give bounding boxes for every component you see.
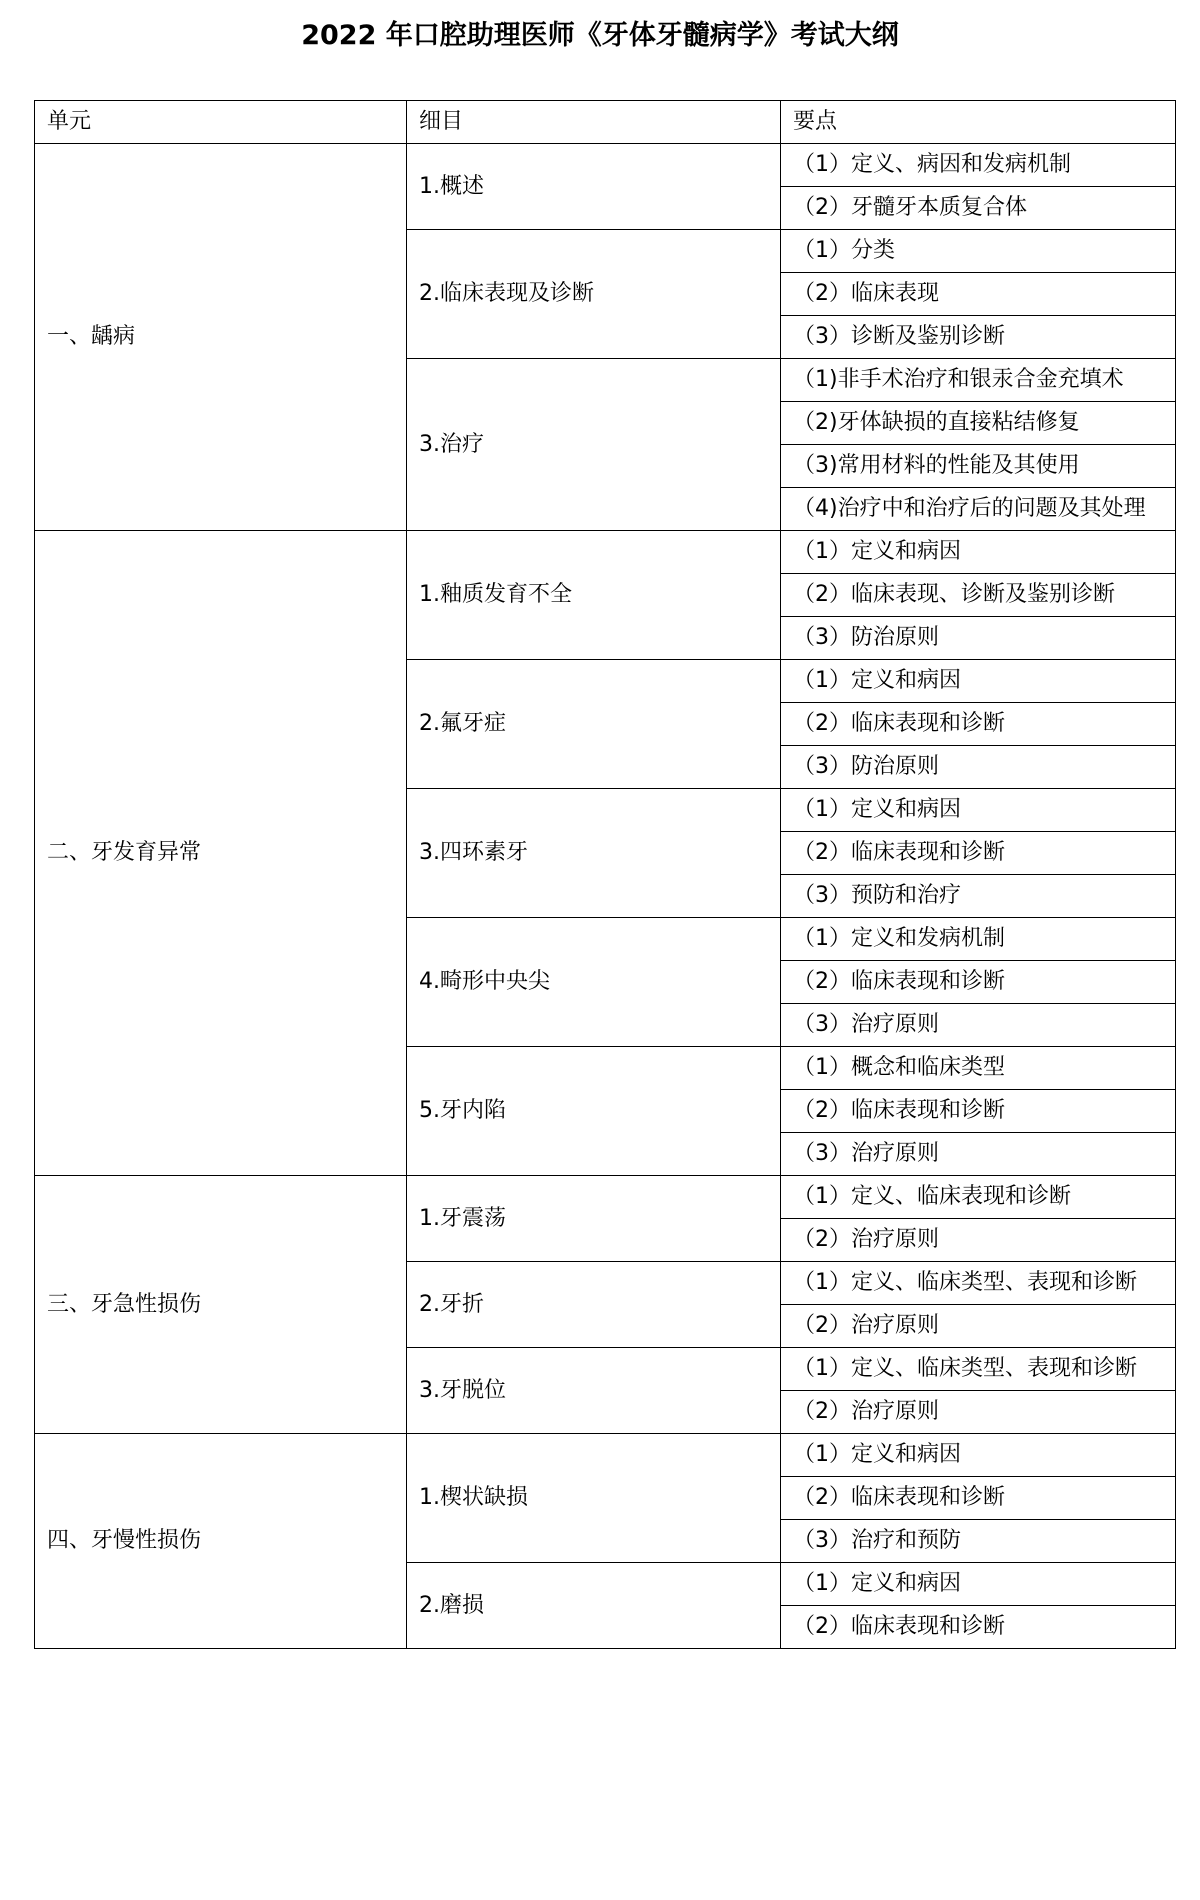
point-cell: （4)治疗中和治疗后的问题及其处理: [781, 488, 1176, 531]
header-points: 要点: [781, 101, 1176, 144]
point-cell: （1）定义、临床类型、表现和诊断: [781, 1348, 1176, 1391]
point-cell: （3）防治原则: [781, 617, 1176, 660]
point-cell: （1）定义、临床类型、表现和诊断: [781, 1262, 1176, 1305]
point-cell: （2）临床表现: [781, 273, 1176, 316]
point-cell: （3)常用材料的性能及其使用: [781, 445, 1176, 488]
unit-cell: 三、牙急性损伤: [35, 1176, 407, 1434]
page-title: 2022 年口腔助理医师《牙体牙髓病学》考试大纲: [301, 20, 899, 51]
header-unit: 单元: [35, 101, 407, 144]
table-row: [35, 1434, 1176, 1477]
item-cell: 3.治疗: [407, 359, 781, 531]
point-cell: （1）定义和发病机制: [781, 918, 1176, 961]
unit-cell: 四、牙慢性损伤: [35, 1434, 407, 1649]
syllabus-table: [34, 100, 1176, 1649]
item-cell: 5.牙内陷: [407, 1047, 781, 1176]
point-cell: （1）定义和病因: [781, 660, 1176, 703]
unit-cell: 一、龋病: [35, 144, 407, 531]
table-row: [35, 531, 1176, 574]
item-cell: 1.概述: [407, 144, 781, 230]
point-cell: （3）治疗原则: [781, 1133, 1176, 1176]
item-cell: 4.畸形中央尖: [407, 918, 781, 1047]
item-cell: 2.氟牙症: [407, 660, 781, 789]
table-body: [35, 101, 1176, 1649]
point-cell: （2）临床表现、诊断及鉴别诊断: [781, 574, 1176, 617]
point-cell: （3）预防和治疗: [781, 875, 1176, 918]
header-row: [35, 101, 1176, 144]
point-cell: （2）治疗原则: [781, 1219, 1176, 1262]
point-cell: （3）治疗原则: [781, 1004, 1176, 1047]
point-cell: （3）防治原则: [781, 746, 1176, 789]
point-cell: （1）概念和临床类型: [781, 1047, 1176, 1090]
item-cell: 1.楔状缺损: [407, 1434, 781, 1563]
point-cell: （1）定义和病因: [781, 789, 1176, 832]
point-cell: （2）临床表现和诊断: [781, 1606, 1176, 1649]
point-cell: （2)牙体缺损的直接粘结修复: [781, 402, 1176, 445]
point-cell: （1）定义和病因: [781, 531, 1176, 574]
header-item: 细目: [407, 101, 781, 144]
point-cell: （1）分类: [781, 230, 1176, 273]
item-cell: 3.四环素牙: [407, 789, 781, 918]
unit-cell: 二、牙发育异常: [35, 531, 407, 1176]
point-cell: （1)非手术治疗和银汞合金充填术: [781, 359, 1176, 402]
item-cell: 2.牙折: [407, 1262, 781, 1348]
item-cell: 2.临床表现及诊断: [407, 230, 781, 359]
point-cell: （2）临床表现和诊断: [781, 1090, 1176, 1133]
point-cell: （1）定义和病因: [781, 1434, 1176, 1477]
point-cell: （1）定义、病因和发病机制: [781, 144, 1176, 187]
point-cell: （2）治疗原则: [781, 1305, 1176, 1348]
point-cell: （3）治疗和预防: [781, 1520, 1176, 1563]
point-cell: （2）临床表现和诊断: [781, 1477, 1176, 1520]
point-cell: （2）临床表现和诊断: [781, 703, 1176, 746]
item-cell: 2.磨损: [407, 1563, 781, 1649]
table-row: [35, 144, 1176, 187]
point-cell: （2）牙髓牙本质复合体: [781, 187, 1176, 230]
point-cell: （1）定义和病因: [781, 1563, 1176, 1606]
point-cell: （2）临床表现和诊断: [781, 961, 1176, 1004]
item-cell: 1.釉质发育不全: [407, 531, 781, 660]
point-cell: （2）治疗原则: [781, 1391, 1176, 1434]
table-row: [35, 1176, 1176, 1219]
point-cell: （1）定义、临床表现和诊断: [781, 1176, 1176, 1219]
item-cell: 1.牙震荡: [407, 1176, 781, 1262]
item-cell: 3.牙脱位: [407, 1348, 781, 1434]
point-cell: （2）临床表现和诊断: [781, 832, 1176, 875]
point-cell: （3）诊断及鉴别诊断: [781, 316, 1176, 359]
